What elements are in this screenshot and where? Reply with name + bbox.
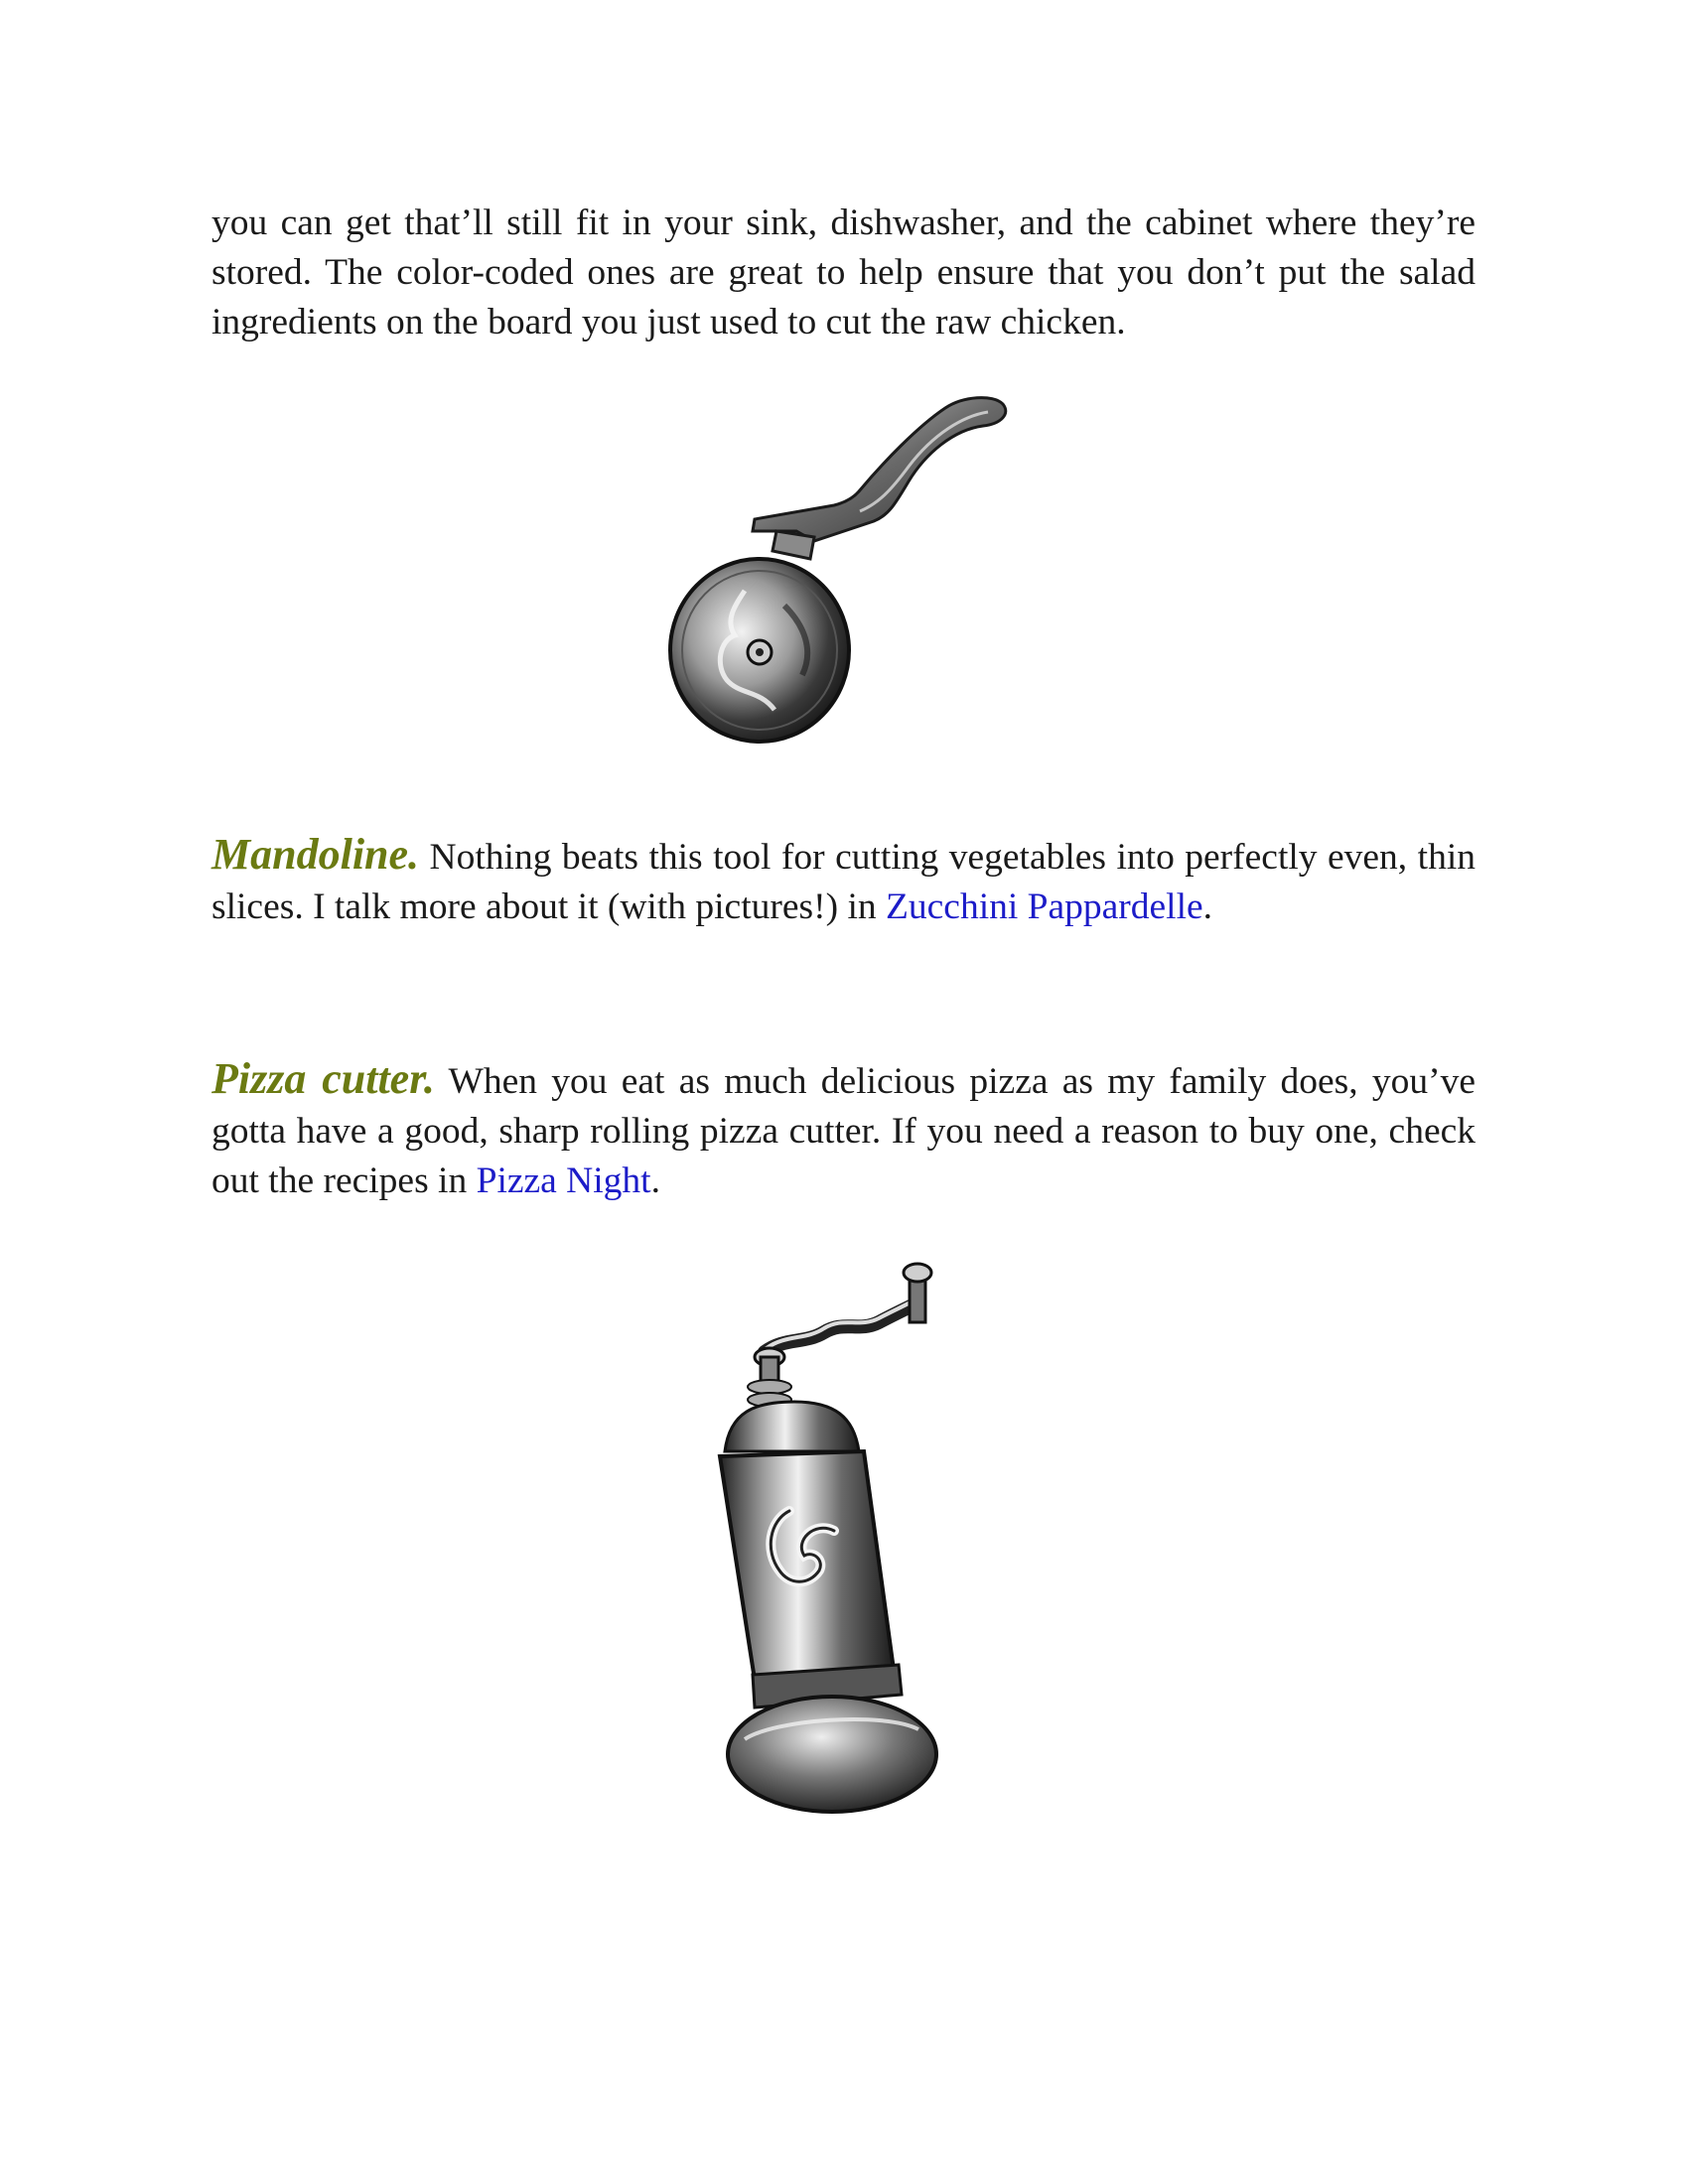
pizza-cutter-text-end: .: [650, 1160, 660, 1201]
pizza-cutter-illustration: [665, 392, 1023, 750]
pizza-cutter-paragraph: [211, 1054, 1476, 1206]
mandoline-paragraph: [211, 830, 1476, 932]
pizza-night-link[interactable]: Pizza Night: [476, 1160, 651, 1201]
mandoline-term: Mandoline.: [211, 830, 420, 879]
mandoline-text: Nothing beats this tool for cutting vegetables into perfectly even, thin slices. I talk more about it (with pictures!) in: [211, 837, 1476, 927]
intro-text: you can get that’ll still fit in your sink, dishwasher, and the cabinet where they’re stored. The color-coded ones are great to help ensure that you don’t put the salad ingredients on the board you just used to cut the raw chicken.: [211, 203, 1476, 342]
pizza-cutter-text: When you eat as much delicious pizza as my family does, you’ve gotta have a good, sharp rolling pizza cutter. If you need a reason to buy one, check out the recipes in: [211, 1061, 1476, 1201]
pizza-cutter-term: Pizza cutter.: [211, 1054, 435, 1103]
mandoline-text-end: .: [1202, 887, 1213, 927]
intro-paragraph: [211, 199, 1476, 347]
zucchini-pappardelle-link[interactable]: Zucchini Pappardelle: [886, 887, 1203, 927]
pepper-mill-illustration: [695, 1253, 993, 1819]
